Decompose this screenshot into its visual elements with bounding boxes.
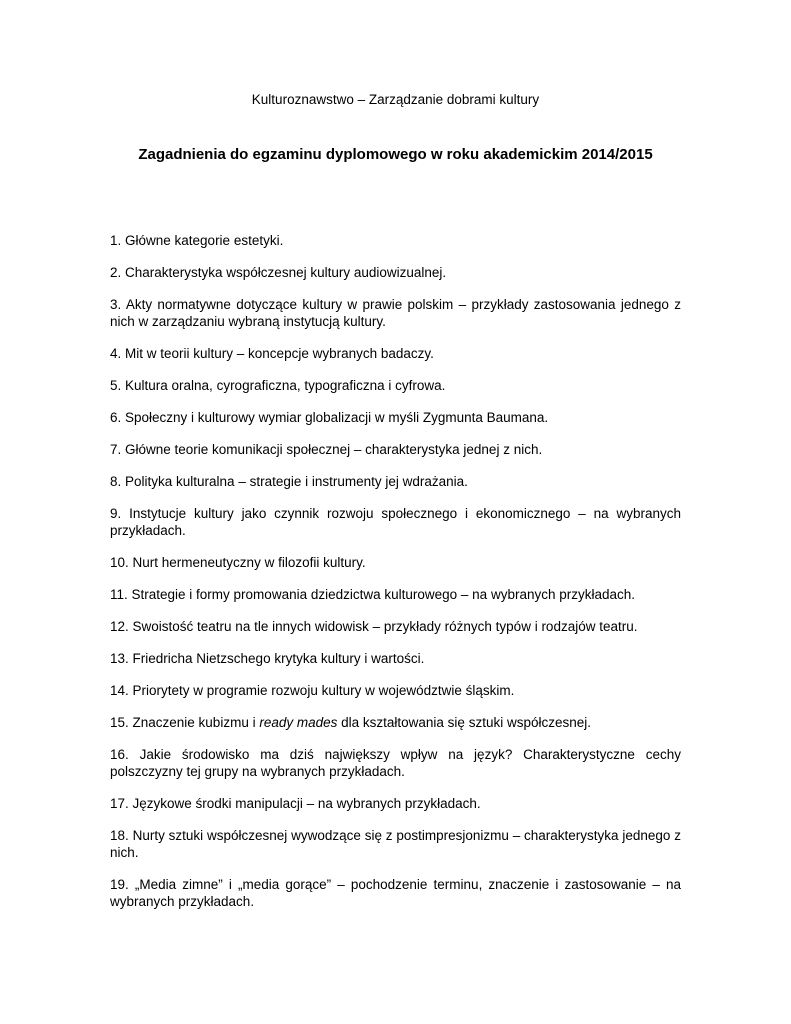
question-text: 5. Kultura oralna, cyrograficzna, typograficzna i cyfrowa.: [110, 378, 446, 393]
document-subtitle: Kulturoznawstwo – Zarządzanie dobrami kultury: [251, 92, 540, 107]
question-text-italic: ready mades: [259, 715, 338, 730]
question-item: [110, 650, 681, 667]
question-text-after: dla kształtowania się sztuki współczesnej.: [337, 715, 591, 730]
question-text: 13. Friedricha Nietzschego krytyka kultury i wartości.: [110, 651, 425, 666]
question-list: [110, 232, 681, 925]
question-text: 2. Charakterystyka współczesnej kultury audiowizualnej.: [110, 265, 447, 280]
question-item: [110, 876, 681, 910]
question-item: [110, 586, 681, 603]
question-text: 12. Swoistość teatru na tle innych widowisk – przykłady różnych typów i rodzajów teatru.: [110, 619, 638, 634]
question-text: 6. Społeczny i kulturowy wymiar globalizacji w myśli Zygmunta Baumana.: [110, 410, 549, 425]
question-text: 7. Główne teorie komunikacji społecznej – charakterystyka jednej z nich.: [110, 442, 543, 457]
question-item: [110, 232, 681, 249]
question-item: [110, 746, 681, 780]
question-text: 17. Językowe środki manipulacji – na wybranych przykładach.: [110, 796, 481, 811]
question-item: [110, 795, 681, 812]
question-text: 9. Instytucje kultury jako czynnik rozwoju społecznego i ekonomicznego – na wybranych przykładach.: [110, 506, 681, 538]
question-item: [110, 345, 681, 362]
question-text: [110, 715, 591, 730]
question-text: 19. „Media zimne” i „media gorące” – pochodzenie terminu, znaczenie i zastosowanie – na wybranych przykładach.: [110, 877, 681, 909]
question-text: 1. Główne kategorie estetyki.: [110, 233, 284, 248]
question-item: [110, 377, 681, 394]
question-item: [110, 714, 681, 731]
question-text: 4. Mit w teorii kultury – koncepcje wybranych badaczy.: [110, 346, 434, 361]
question-item: [110, 409, 681, 426]
question-item: [110, 264, 681, 281]
question-item: [110, 682, 681, 699]
question-item: [110, 441, 681, 458]
question-item: [110, 473, 681, 490]
question-text: 8. Polityka kulturalna – strategie i instrumenty jej wdrażania.: [110, 474, 468, 489]
document-title: Zagadnienia do egzaminu dyplomowego w roku akademickim 2014/2015: [138, 146, 653, 163]
question-text: 14. Priorytety w programie rozwoju kultury w województwie śląskim.: [110, 683, 515, 698]
question-item: [110, 618, 681, 635]
question-item: [110, 296, 681, 330]
question-text: 11. Strategie i formy promowania dziedzictwa kulturowego – na wybranych przykładach.: [110, 587, 636, 602]
question-text: 18. Nurty sztuki współczesnej wywodzące się z postimpresjonizmu – charakterystyka jednego z nich.: [110, 828, 681, 860]
question-item: [110, 554, 681, 571]
question-text: 3. Akty normatywne dotyczące kultury w prawie polskim – przykłady zastosowania jednego z nich w zarządzaniu wybraną instytucją kultury.: [110, 297, 681, 329]
question-text-before: 15. Znaczenie kubizmu i: [110, 715, 260, 730]
question-item: [110, 505, 681, 539]
question-text: 10. Nurt hermeneutyczny w filozofii kultury.: [110, 555, 366, 570]
question-item: [110, 827, 681, 861]
question-text: 16. Jakie środowisko ma dziś największy wpływ na język? Charakterystyczne cechy polszczyzny tej grupy na wybranych przykładach.: [110, 747, 681, 779]
